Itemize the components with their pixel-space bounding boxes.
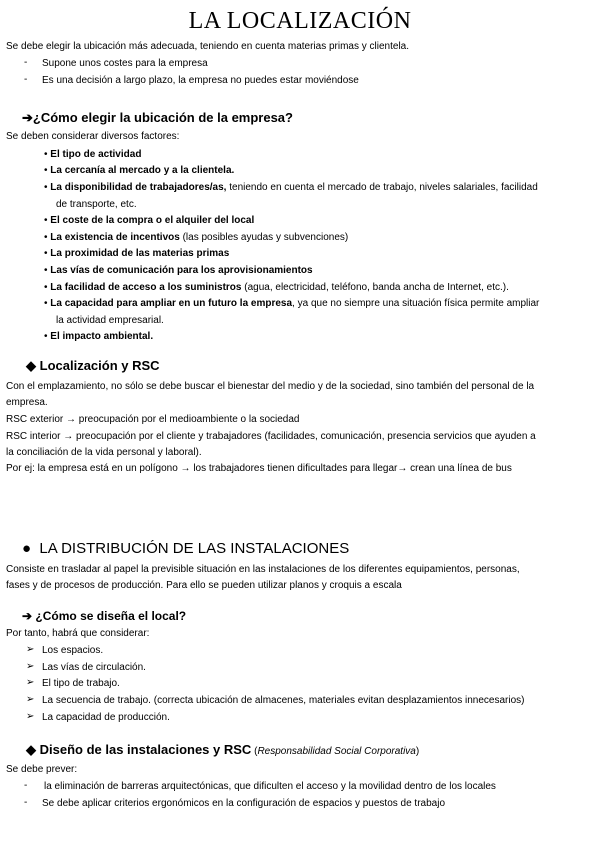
dash-marker: - bbox=[24, 780, 28, 791]
bullet-icon: • bbox=[44, 165, 48, 176]
paragraph-line: empresa. bbox=[6, 397, 48, 408]
consideration-item: El tipo de trabajo. bbox=[42, 678, 120, 689]
paragraph-line: fases y de procesos de producción. Para ello se pueden utilizar planos y croquis a escala bbox=[6, 580, 402, 591]
factor-item: de transporte, etc. bbox=[56, 199, 137, 210]
paragraph-line: Con el emplazamiento, no sólo se debe buscar el bienestar del medio y de la sociedad, sino también del personal de la bbox=[6, 381, 535, 392]
paragraph-line: Por ej: la empresa está en un polígono → los trabajadores tienen dificultades para llegar→ crean una línea de bus bbox=[6, 463, 512, 474]
section-lead: Por tanto, habrá que considerar: bbox=[6, 628, 150, 639]
diamond-icon: ◆ bbox=[26, 358, 36, 373]
bullet-icon: • bbox=[44, 282, 48, 293]
bullet-icon: • bbox=[44, 232, 48, 243]
dash-marker: - bbox=[24, 57, 28, 68]
consideration-item: La capacidad de producción. bbox=[42, 712, 170, 723]
factor-item: • La proximidad de las materias primas bbox=[44, 248, 230, 259]
chevron-bullet-icon: ➢ bbox=[26, 677, 35, 688]
bullet-icon: • bbox=[44, 331, 48, 342]
factor-item: • La capacidad para ampliar en un futuro la empresa, ya que no siempre una situación física permite ampliar bbox=[44, 298, 540, 309]
diamond-icon: ◆ bbox=[26, 742, 36, 757]
factor-item: • La facilidad de acceso a los suministros (agua, electricidad, teléfono, banda ancha de Internet, etc.). bbox=[44, 282, 509, 293]
arrow-icon: ➔ bbox=[22, 609, 33, 623]
factor-item: • La disponibilidad de trabajadores/as, teniendo en cuenta el mercado de trabajo, niveles salariales, facilidad bbox=[44, 182, 538, 193]
chevron-bullet-icon: ➢ bbox=[26, 711, 35, 722]
page-title: LA LOCALIZACIÓN bbox=[188, 8, 412, 34]
factor-item: • El coste de la compra o el alquiler del local bbox=[44, 215, 255, 226]
factor-item: • La cercanía al mercado y a la clientela. bbox=[44, 165, 235, 176]
bullet-icon: • bbox=[44, 215, 48, 226]
factor-item: • El tipo de actividad bbox=[44, 149, 142, 160]
bullet-icon: • bbox=[44, 248, 48, 259]
factor-item: • La existencia de incentivos (las posibles ayudas y subvenciones) bbox=[44, 232, 349, 243]
circle-bullet-icon: ● bbox=[22, 540, 32, 557]
factor-item: • El impacto ambiental. bbox=[44, 331, 154, 342]
paragraph-line: RSC interior → preocupación por el cliente y trabajadores (facilidades, comunicación, presencia servicios que ayuden a bbox=[6, 431, 536, 442]
section-lead: Se debe prever: bbox=[6, 764, 78, 775]
intro-item: Supone unos costes para la empresa bbox=[42, 58, 208, 69]
chevron-bullet-icon: ➢ bbox=[26, 644, 35, 655]
prevision-item: la eliminación de barreras arquitectónicas, que dificulten el acceso y la movilidad dentro de los locales bbox=[44, 781, 496, 792]
section-heading-distribucion: ● LA DISTRIBUCIÓN DE LAS INSTALACIONES bbox=[22, 540, 350, 557]
factor-item: la actividad empresarial. bbox=[56, 315, 164, 326]
paragraph-line: la conciliación de la vida personal y laboral). bbox=[6, 447, 202, 458]
dash-marker: - bbox=[24, 797, 28, 808]
consideration-item: Los espacios. bbox=[42, 645, 104, 656]
bullet-icon: • bbox=[44, 149, 48, 160]
section-heading-localizacion-rsc: ◆ Localización y RSC bbox=[26, 358, 160, 373]
bullet-icon: • bbox=[44, 298, 48, 309]
section-heading-diseno-local: ➔ ¿Cómo se diseña el local? bbox=[22, 609, 187, 623]
arrow-icon: ➔ bbox=[22, 110, 33, 125]
subtitle: Responsabilidad Social Corporativa bbox=[257, 746, 416, 757]
paragraph-line: RSC exterior → preocupación por el medioambiente o la sociedad bbox=[6, 414, 300, 425]
chevron-bullet-icon: ➢ bbox=[26, 661, 35, 672]
consideration-item: La secuencia de trabajo. (correcta ubicación de almacenes, materiales evitan desplazamientos innecesarios) bbox=[42, 695, 525, 706]
intro-text: Se debe elegir la ubicación más adecuada, teniendo en cuenta materias primas y clientela. bbox=[6, 41, 410, 52]
chevron-bullet-icon: ➢ bbox=[26, 694, 35, 705]
intro-item: Es una decisión a largo plazo, la empresa no puedes estar moviéndose bbox=[42, 75, 359, 86]
bullet-icon: • bbox=[44, 182, 48, 193]
factor-item: • Las vías de comunicación para los aprovisionamientos bbox=[44, 265, 313, 276]
section-heading-ubicacion: ➔¿Cómo elegir la ubicación de la empresa? bbox=[22, 110, 293, 125]
consideration-item: Las vías de circulación. bbox=[42, 662, 146, 673]
dash-marker: - bbox=[24, 74, 28, 85]
prevision-item: Se debe aplicar criterios ergonómicos en la configuración de espacios y puestos de trabajo bbox=[42, 798, 446, 809]
bullet-icon: • bbox=[44, 265, 48, 276]
paragraph-line: Consiste en trasladar al papel la previsible situación en las instalaciones de los diferentes equipamientos, personas, bbox=[6, 564, 520, 575]
section-heading-diseno-rsc: ◆ Diseño de las instalaciones y RSC (Responsabilidad Social Corporativa) bbox=[26, 742, 420, 757]
section-lead: Se deben considerar diversos factores: bbox=[6, 131, 180, 142]
